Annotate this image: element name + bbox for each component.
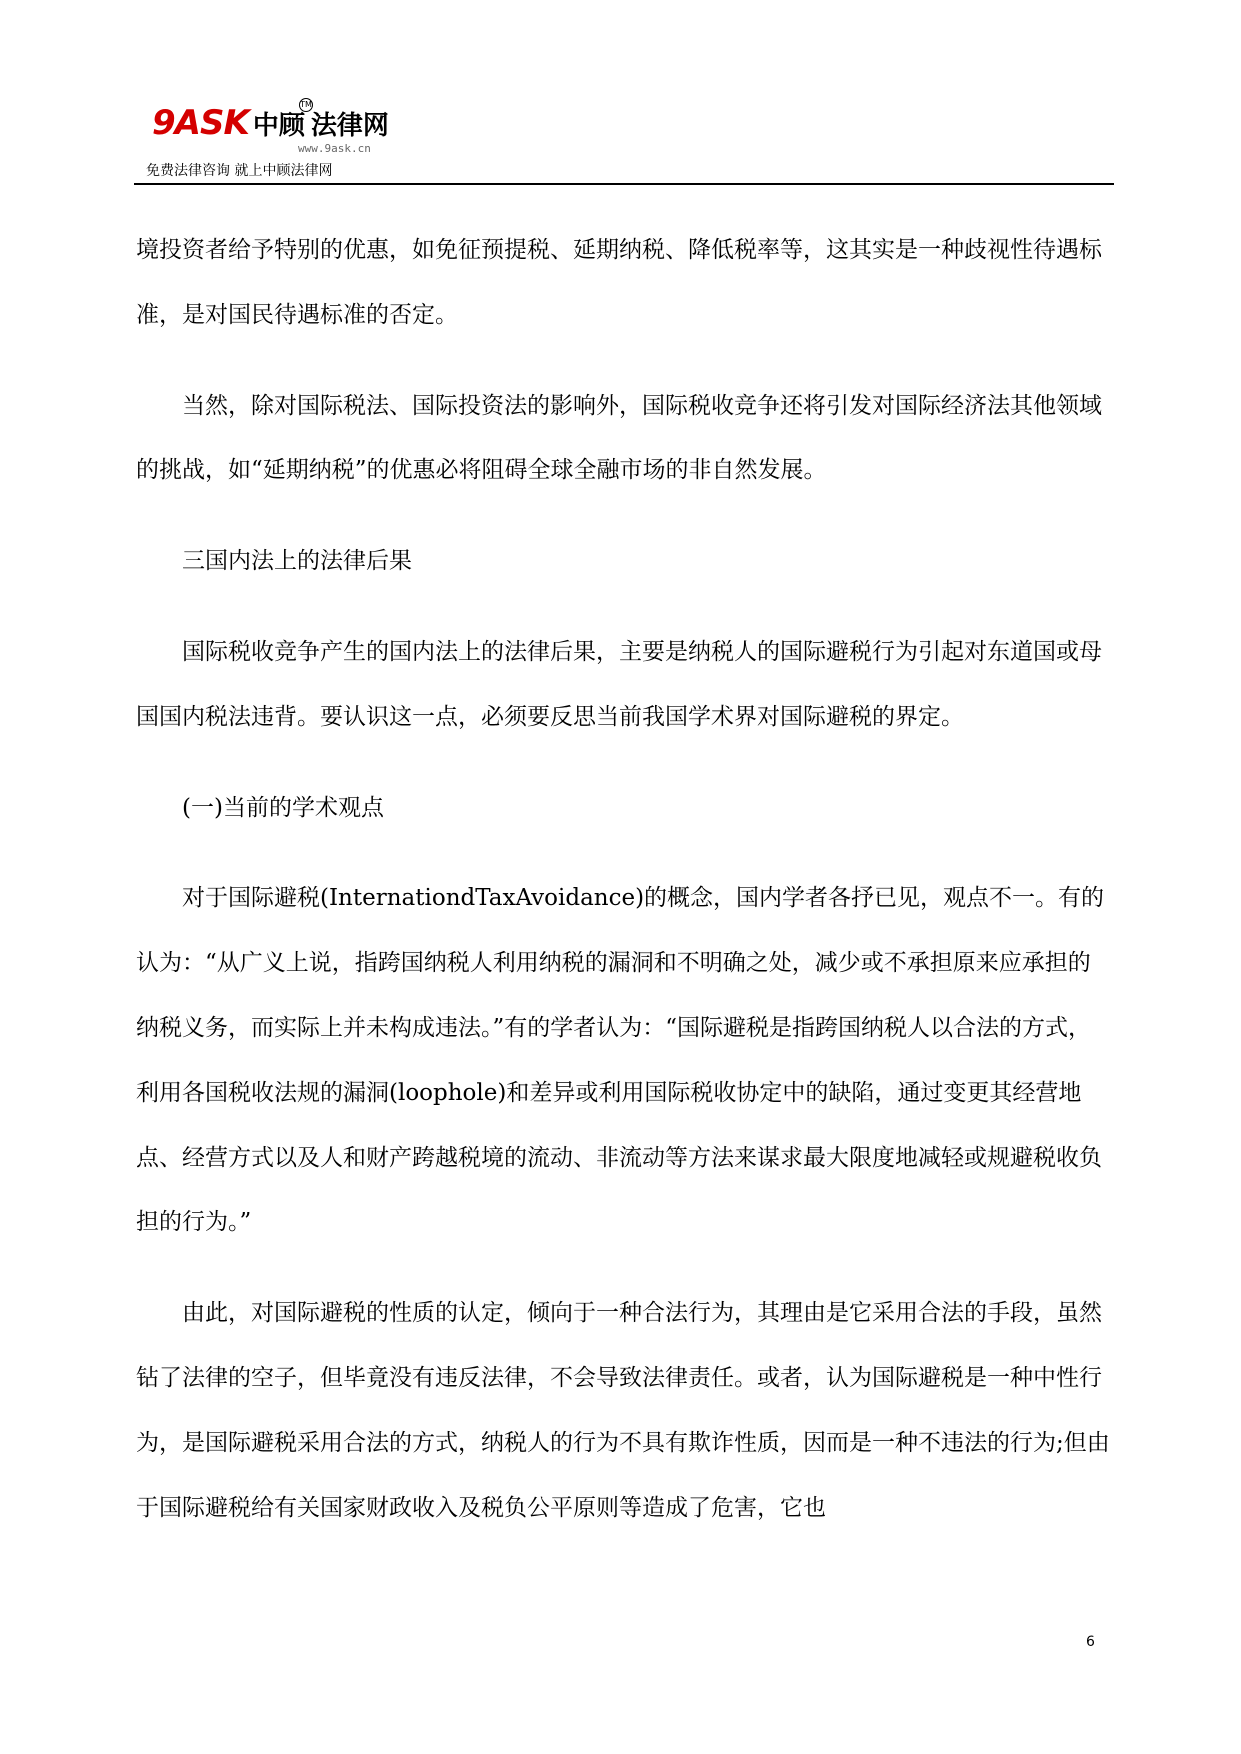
paragraph: 当然，除对国际税法、国际投资法的影响外，国际税收竞争还将引发对国际经济法其他领域的挑战，如“延期纳税”的优惠必将阻碍全球全融市场的非自然发展。 [136, 392, 1102, 484]
logo-slogan: 免费法律咨询 就上中顾法律网 [146, 163, 333, 179]
document-body [136, 218, 1112, 1540]
paragraph: 国际税收竞争产生的国内法上的法律后果，主要是纳税人的国际避税行为引起对东道国或母国国内税法违背。要认识这一点，必须要反思当前我国学术界对国际避税的界定。 [136, 638, 1102, 730]
trademark-symbol: TM [299, 98, 313, 112]
section-heading: 三国内法上的法律后果 [182, 548, 412, 575]
paragraph: 由此，对国际避税的性质的认定，倾向于一种合法行为，其理由是它采用合法的手段，虽然钻了法律的空子，但毕竟没有违反法律，不会导致法律责任。或者，认为国际避税是一种中性行为，是国际避税采用合法的方式，纳税人的行为不具有欺诈性质，因而是一种不违法的行为;但由于国际避税给有关国家财政收入及税负公平原则等造成了危害，它也 [136, 1300, 1110, 1521]
site-logo[interactable] [146, 100, 412, 182]
logo-brand-cn: 中顾 [252, 111, 305, 141]
header-divider [134, 183, 1114, 185]
logo-url: www.9ask.cn [298, 142, 371, 155]
paragraph: 境投资者给予特别的优惠，如免征预提税、延期纳税、降低税率等，这其实是一种歧视性待遇标准，是对国民待遇标准的否定。 [136, 237, 1102, 328]
paragraph: 对于国际避税(InternationdTaxAvoidance)的概念，国内学者各抒已见，观点不一。有的认为：“从广义上说，指跨国纳税人利用纳税的漏洞和不明确之处，减少或不承担原来应承担的纳税义务，而实际上并未构成违法。”有的学者认为：“国际避税是指跨国纳税人以合法的方式，利用各国税收法规的漏洞(loophole)和差异或利用国际税收协定中的缺陷，通过变更其经营地点、经营方式以及人和财产跨越税境的流动、非流动等方法来谋求最大限度地减轻或规避税收负担的行为。” [136, 885, 1105, 1236]
logo-brand-cn-suffix: 法律网 [310, 111, 389, 141]
subsection-heading: (一)当前的学术观点 [182, 794, 384, 821]
logo-brand: 9ASK [152, 103, 249, 143]
page-header [134, 92, 1114, 188]
page-number: 6 [1086, 1634, 1095, 1650]
